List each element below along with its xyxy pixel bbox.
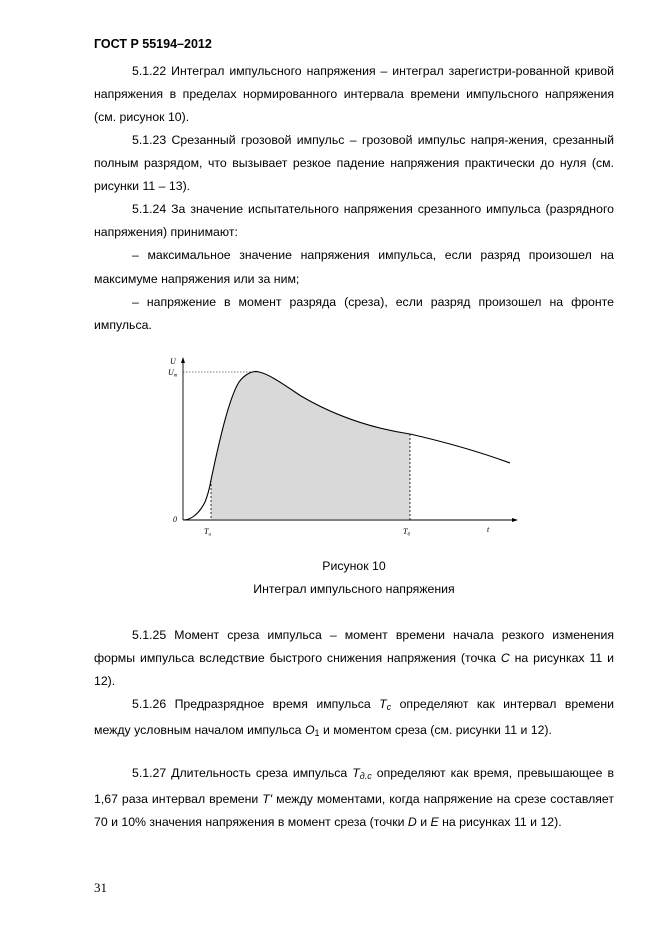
integral-area <box>211 371 410 519</box>
section-5-1-26-before: 5.1.26 Предразрядное время импульса <box>132 697 380 711</box>
t-start-label <box>204 527 211 538</box>
section-5-1-24-item-1: – максимальное значение напряжения импульса, если разряд произошел на максимуме напряжения или за ним; <box>94 248 614 286</box>
section-5-1-27-text <box>94 762 614 835</box>
figure-caption-title: Интеграл импульсного напряжения <box>253 582 455 596</box>
symbol-tds-sub: д.с <box>359 771 372 781</box>
y-axis-label: U <box>170 357 176 366</box>
section-5-1-27-after: на рисунках 11 и 12). <box>438 815 562 830</box>
section-5-1-24 <box>94 198 614 337</box>
section-5-1-25-text <box>94 624 614 694</box>
t-end-label <box>403 527 410 538</box>
figure-caption-number: Рисунок 10 <box>322 559 386 573</box>
section-5-1-22-text: 5.1.22 Интеграл импульсного напряжения – интеграл зарегистри-рованной кривой напряжения в пределах нормированного интервала времени импульсного напряжения (см. рисунок 10). <box>94 64 614 125</box>
symbol-tc: T <box>379 697 387 711</box>
y-max-label <box>168 368 178 379</box>
page-number: 31 <box>94 880 107 895</box>
section-5-1-27 <box>94 762 614 835</box>
impulse-voltage-chart <box>165 352 525 542</box>
section-5-1-25-after: на рисунках 11 и 12). <box>94 651 614 689</box>
point-c: C <box>500 651 510 666</box>
t-end-symbol: T <box>403 527 408 536</box>
y-max-subscript: m <box>173 373 178 379</box>
section-5-1-24-text: 5.1.24 За значение испытательного напряжения срезанного импульса (разрядного напряжения) принимают: <box>94 202 614 240</box>
section-5-1-25-before: 5.1.25 Момент среза импульса – момент времени начала резкого изменения формы импульса вследствие быстрого снижения напряжения (точка <box>94 628 614 666</box>
point-e: E <box>430 815 439 830</box>
x-axis-label: t <box>487 525 490 534</box>
section-5-1-26-text <box>94 693 614 745</box>
section-5-1-26-middle: определяют как интервал времени между условным началом импульса <box>94 697 614 738</box>
figure-10 <box>165 352 525 547</box>
symbol-o1: O <box>304 723 315 738</box>
t-end-subscript: б <box>407 532 410 538</box>
section-5-1-24-item-2: – напряжение в момент разряда (среза), если разряд произошел на фронте импульса. <box>94 294 614 333</box>
point-d: D <box>407 815 417 830</box>
section-5-1-27-middle: определяют как время, превышающее в 1,67 раза интервал времени <box>94 766 614 807</box>
symbol-tc-sub: c <box>386 702 392 712</box>
origin-label: 0 <box>173 515 177 524</box>
section-5-1-26-after: и моментом среза (см. рисунки 11 и 12). <box>319 723 552 738</box>
y-max-symbol: U <box>168 368 174 377</box>
document-header: ГОСТ Р 55194–2012 <box>94 37 212 51</box>
section-5-1-23 <box>94 129 614 199</box>
section-5-1-25 <box>94 624 614 694</box>
section-5-1-27-before: 5.1.27 Длительность среза импульса <box>132 766 353 780</box>
t-start-subscript: a <box>208 532 211 538</box>
symbol-t-prime: T' <box>262 792 273 807</box>
section-5-1-27-and: и <box>416 815 431 830</box>
symbol-tds: T <box>352 766 360 780</box>
section-5-1-23-text: 5.1.23 Срезанный грозовой импульс – грозовой импульс напря-жения, срезанный полным разрядом, что вызывает резкое падение напряжения практически до нуля (см. рисунки 11 – 13). <box>94 133 614 194</box>
x-axis-arrow <box>512 518 518 522</box>
symbol-o1-sub: 1 <box>314 728 320 739</box>
section-5-1-26 <box>94 693 614 745</box>
section-5-1-22 <box>94 60 614 130</box>
t-start-symbol: T <box>204 527 209 536</box>
y-axis-arrow <box>181 357 185 363</box>
section-5-1-27-middle2: между моментами, когда напряжение на срезе составляет 70 и 10% значения напряжения в момент среза (точки <box>94 792 614 830</box>
